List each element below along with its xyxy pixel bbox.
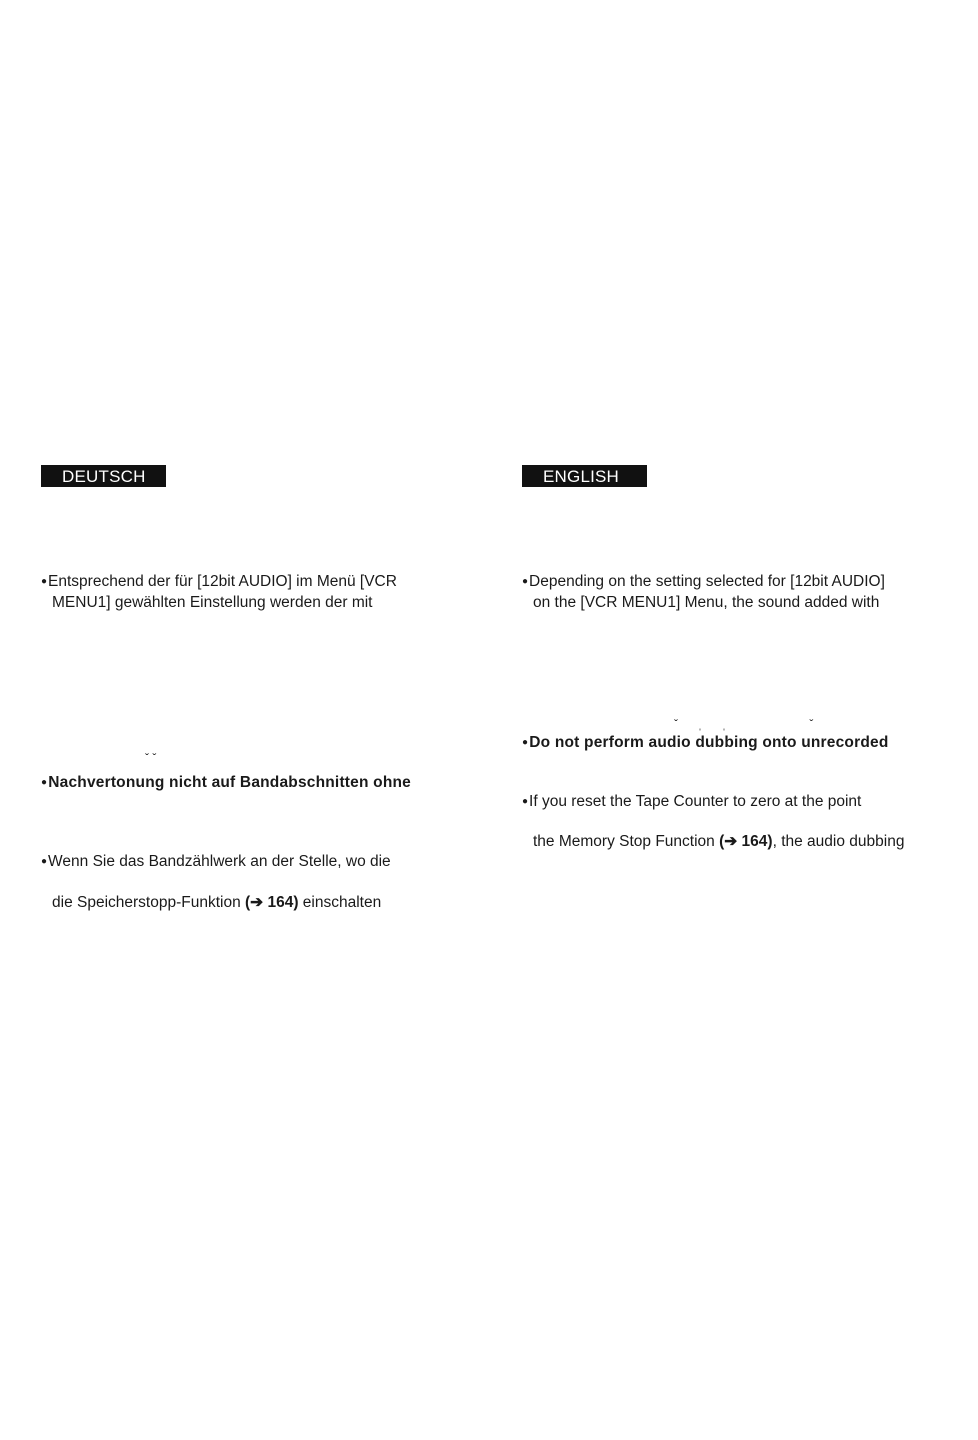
bullet-icon: ● — [522, 576, 529, 587]
bullet-icon: ● — [522, 737, 529, 748]
en-bullet-3-text-1: If you reset the Tape Counter to zero at the point — [529, 793, 862, 810]
de-bullet-3-line-2 — [52, 893, 381, 913]
en-bullet-1-line-2: on the [VCR MENU1] Menu, the sound added with — [533, 594, 880, 611]
section-label-english: ENGLISH — [522, 465, 647, 487]
de-bullet-2-text: Nachvertonung nicht auf Bandabschnitten ohne — [48, 774, 411, 791]
bullet-icon: ● — [41, 576, 48, 587]
en-bullet-3-line-1 — [522, 792, 861, 812]
bullet-icon: ● — [522, 796, 529, 807]
en-bullet-1-line-1 — [522, 572, 885, 592]
bullet-icon: ● — [41, 856, 48, 867]
en-bullet-3-text-2b: , the audio dubbing — [772, 833, 905, 850]
en-bullet-3-text-2a: the Memory Stop Function — [533, 833, 720, 850]
bullet-icon: ● — [41, 777, 48, 788]
en-diacritic-marks: ˇ ˌ ˌ ˇ — [674, 717, 814, 731]
section-label-deutsch: DEUTSCH — [41, 465, 166, 487]
en-bullet-2-line-1 — [522, 733, 889, 753]
de-bullet-1-line-2: MENU1] gewählten Einstellung werden der mit — [52, 594, 373, 611]
de-bullet-3-text-2a: die Speicherstopp-Funktion — [52, 894, 246, 911]
de-page-reference: (➔ 164) — [245, 894, 299, 911]
en-bullet-2-text: Do not perform audio dubbing onto unrecorded — [529, 734, 889, 751]
de-bullet-3-text-1: Wenn Sie das Bandzählwerk an der Stelle, wo die — [48, 853, 391, 870]
de-bullet-3-line-1 — [41, 852, 391, 872]
en-bullet-1-text-1: Depending on the setting selected for [12bit AUDIO] — [529, 573, 885, 590]
en-page-reference: (➔ 164) — [719, 833, 773, 850]
de-bullet-1-line-1 — [41, 572, 397, 592]
de-bullet-3-text-2b: einschalten — [298, 894, 382, 911]
en-bullet-3-line-2 — [533, 832, 904, 852]
de-bullet-2-line-1 — [41, 773, 411, 793]
de-bullet-1-text-1: Entsprechend der für [12bit AUDIO] im Menü [VCR — [48, 573, 397, 590]
de-diacritic-marks: ˇ ˇ — [145, 751, 157, 765]
